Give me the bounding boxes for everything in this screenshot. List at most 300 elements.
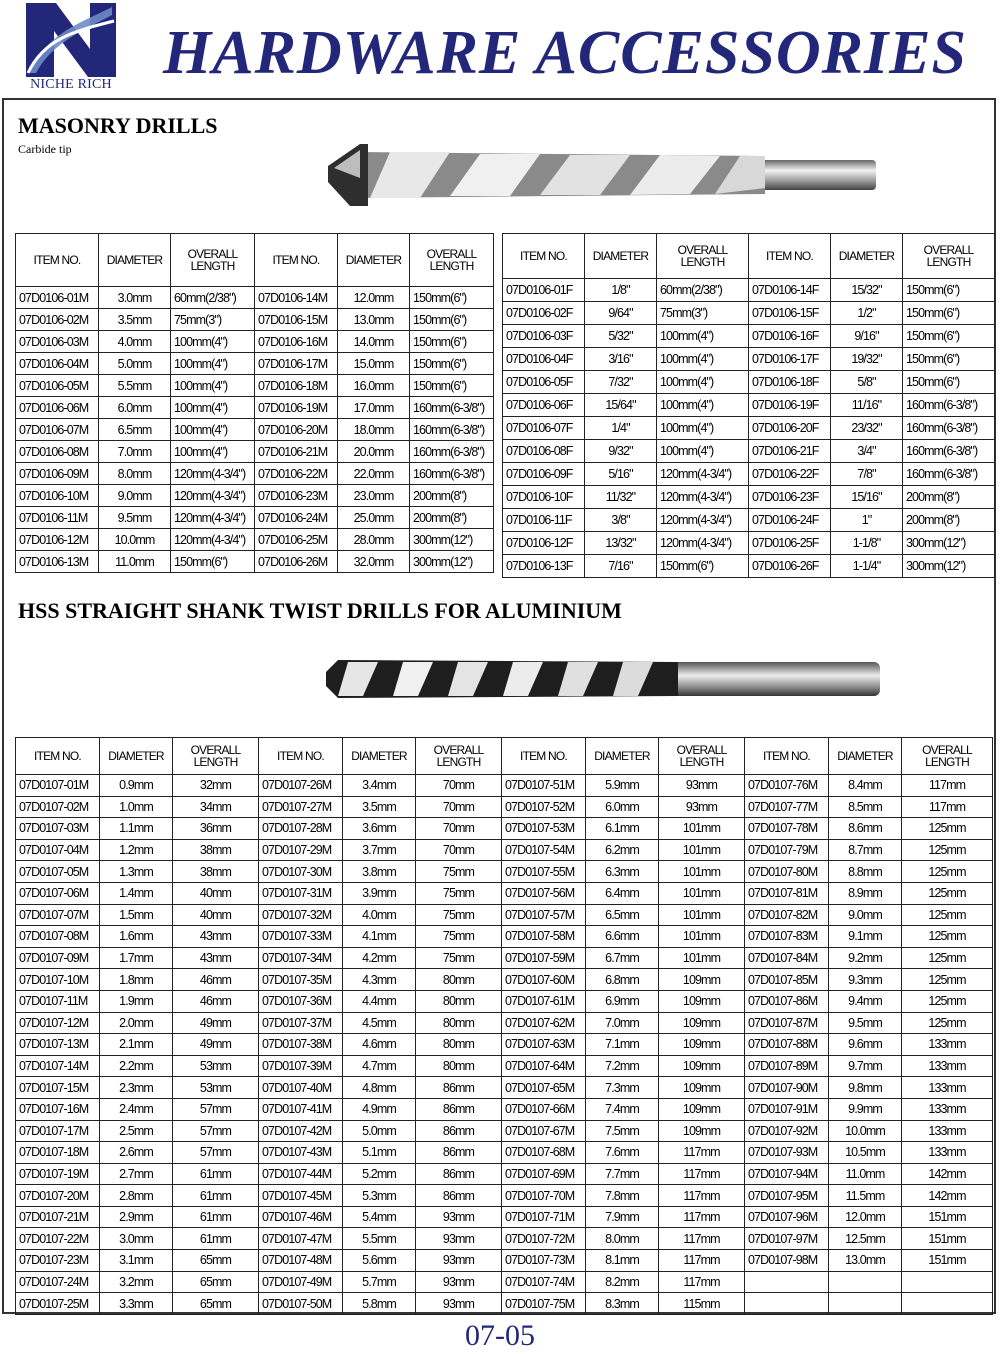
- table-cell: 86mm: [416, 1185, 502, 1207]
- table-cell: 07D0106-03F: [503, 325, 585, 348]
- table-cell: 86mm: [416, 1098, 502, 1120]
- table-cell: 12.0mm: [338, 287, 410, 309]
- table-row: [16, 969, 993, 991]
- table-cell: 07D0107-79M: [745, 839, 829, 861]
- table-cell: 07D0106-13F: [503, 555, 585, 578]
- table-cell: 07D0107-24M: [16, 1271, 100, 1293]
- table-cell: 101mm: [659, 926, 745, 948]
- table-cell: 07D0107-06M: [16, 882, 100, 904]
- table-cell: 07D0107-04M: [16, 839, 100, 861]
- table-row: [16, 882, 993, 904]
- table-cell: 07D0106-07F: [503, 417, 585, 440]
- logo-text: NICHE RICH: [30, 77, 112, 92]
- table-row: [16, 1098, 993, 1120]
- table-cell: 2.2mm: [100, 1055, 173, 1077]
- table-cell: 125mm: [902, 839, 993, 861]
- table-cell: 11/32": [585, 486, 657, 509]
- table-cell: 07D0106-24M: [255, 507, 338, 529]
- table-cell: 7/32": [585, 371, 657, 394]
- table-cell: 117mm: [659, 1142, 745, 1164]
- table-cell: 07D0107-84M: [745, 947, 829, 969]
- table-cell: 1.2mm: [100, 839, 173, 861]
- table-row: [16, 947, 993, 969]
- table-cell: 101mm: [659, 947, 745, 969]
- table-cell: 200mm(8"): [410, 485, 494, 507]
- table-cell: 5.5mm: [99, 375, 171, 397]
- table-cell: 07D0107-18M: [16, 1142, 100, 1164]
- table-cell: 6.6mm: [586, 926, 659, 948]
- table-cell: 15/64": [585, 394, 657, 417]
- table-cell: 07D0107-55M: [502, 861, 586, 883]
- table-cell: 120mm(4-3/4"): [171, 507, 255, 529]
- table-cell: 8.5mm: [829, 796, 902, 818]
- table-cell: 07D0106-21F: [749, 440, 831, 463]
- table-cell: 300mm(12"): [903, 532, 995, 555]
- table-row: [16, 796, 993, 818]
- table-cell: 07D0106-19M: [255, 397, 338, 419]
- table-cell: 17.0mm: [338, 397, 410, 419]
- table-cell: 150mm(6"): [410, 375, 494, 397]
- table-row: [16, 419, 494, 441]
- table-cell: 46mm: [173, 969, 259, 991]
- table-cell: 9.4mm: [829, 990, 902, 1012]
- table-cell: 133mm: [902, 1142, 993, 1164]
- table-cell: 75mm: [416, 904, 502, 926]
- table-cell: 1.9mm: [100, 990, 173, 1012]
- table-cell: 5.5mm: [343, 1228, 416, 1250]
- table-cell: 120mm(4-3/4"): [171, 529, 255, 551]
- masonry-metric-table: [15, 233, 494, 573]
- table-cell: 8.6mm: [829, 818, 902, 840]
- table-cell: 9.8mm: [829, 1077, 902, 1099]
- table-cell: 07D0107-85M: [745, 969, 829, 991]
- table-cell: 9.3mm: [829, 969, 902, 991]
- table-cell: 07D0107-10M: [16, 969, 100, 991]
- column-header: DIAMETER: [100, 738, 173, 775]
- masonry-drill-bit-icon: [320, 138, 880, 208]
- column-header: ITEM NO.: [749, 234, 831, 279]
- table-cell: 6.2mm: [586, 839, 659, 861]
- table-cell: 4.9mm: [343, 1098, 416, 1120]
- table-cell: 1/2": [831, 302, 903, 325]
- table-cell: 07D0106-26F: [749, 555, 831, 578]
- column-header: OVERALL LENGTH: [902, 738, 993, 775]
- table-cell: 07D0107-28M: [259, 818, 343, 840]
- table-cell: 13/32": [585, 532, 657, 555]
- table-cell: 70mm: [416, 796, 502, 818]
- table-cell: 07D0106-02F: [503, 302, 585, 325]
- table-cell: 151mm: [902, 1206, 993, 1228]
- table-cell: 125mm: [902, 904, 993, 926]
- table-cell: 9.9mm: [829, 1098, 902, 1120]
- table-cell: 1/8": [585, 279, 657, 302]
- table-cell: 07D0107-21M: [16, 1206, 100, 1228]
- table-cell: 160mm(6-3/8"): [903, 463, 995, 486]
- column-header: DIAMETER: [831, 234, 903, 279]
- table-row: [16, 1034, 993, 1056]
- table-cell: 75mm(3"): [171, 309, 255, 331]
- table-cell: [902, 1271, 993, 1293]
- table-cell: 200mm(8"): [903, 509, 995, 532]
- table-cell: 07D0107-02M: [16, 796, 100, 818]
- table-cell: 3.4mm: [343, 775, 416, 797]
- table-cell: 07D0107-08M: [16, 926, 100, 948]
- table-cell: 20.0mm: [338, 441, 410, 463]
- table-cell: 07D0107-66M: [502, 1098, 586, 1120]
- table-cell: 9/16": [831, 325, 903, 348]
- table-cell: 07D0107-13M: [16, 1034, 100, 1056]
- table-cell: 07D0106-17F: [749, 348, 831, 371]
- table-cell: 75mm: [416, 861, 502, 883]
- column-header: ITEM NO.: [745, 738, 829, 775]
- table-cell: 07D0107-56M: [502, 882, 586, 904]
- table-cell: 117mm: [659, 1163, 745, 1185]
- table-cell: 07D0107-62M: [502, 1012, 586, 1034]
- table-cell: 07D0107-01M: [16, 775, 100, 797]
- table-row: [16, 485, 494, 507]
- column-header: OVERALL LENGTH: [659, 738, 745, 775]
- table-cell: 07D0107-64M: [502, 1055, 586, 1077]
- table-cell: 100mm(4"): [657, 417, 749, 440]
- table-cell: 5.1mm: [343, 1142, 416, 1164]
- column-header: ITEM NO.: [16, 234, 99, 287]
- table-cell: 125mm: [902, 1012, 993, 1034]
- table-cell: 43mm: [173, 947, 259, 969]
- table-cell: 07D0107-39M: [259, 1055, 343, 1077]
- table-row: [16, 1077, 993, 1099]
- table-row: [16, 1142, 993, 1164]
- table-cell: 6.9mm: [586, 990, 659, 1012]
- table-cell: 15/16": [831, 486, 903, 509]
- table-row: [16, 331, 494, 353]
- table-cell: 32mm: [173, 775, 259, 797]
- table-cell: 1.5mm: [100, 904, 173, 926]
- table-cell: 07D0107-26M: [259, 775, 343, 797]
- table-row: [16, 397, 494, 419]
- table-cell: 11.0mm: [99, 551, 171, 573]
- table-header-row: [503, 234, 995, 279]
- table-cell: 07D0107-93M: [745, 1142, 829, 1164]
- column-header: OVERALL LENGTH: [410, 234, 494, 287]
- table-cell: 61mm: [173, 1206, 259, 1228]
- column-header: OVERALL LENGTH: [657, 234, 749, 279]
- table-cell: 07D0107-45M: [259, 1185, 343, 1207]
- table-cell: 2.5mm: [100, 1120, 173, 1142]
- table-row: [16, 775, 993, 797]
- table-cell: 5/32": [585, 325, 657, 348]
- table-cell: 07D0106-23F: [749, 486, 831, 509]
- table-cell: 60mm(2/38"): [171, 287, 255, 309]
- table-row: [503, 555, 995, 578]
- table-cell: 07D0107-95M: [745, 1185, 829, 1207]
- table-cell: 80mm: [416, 1012, 502, 1034]
- table-cell: 07D0106-16M: [255, 331, 338, 353]
- table-cell: 5/16": [585, 463, 657, 486]
- table-cell: 07D0106-06F: [503, 394, 585, 417]
- table-cell: [902, 1293, 993, 1315]
- table-cell: 150mm(6"): [410, 353, 494, 375]
- table-cell: 100mm(4"): [171, 375, 255, 397]
- table-cell: 80mm: [416, 1034, 502, 1056]
- page-number: 07-05: [465, 1319, 535, 1352]
- table-cell: 07D0106-09M: [16, 463, 99, 485]
- table-cell: 300mm(12"): [410, 529, 494, 551]
- table-cell: 80mm: [416, 1055, 502, 1077]
- table-cell: 93mm: [416, 1250, 502, 1272]
- table-cell: 07D0107-80M: [745, 861, 829, 883]
- table-cell: 125mm: [902, 861, 993, 883]
- table-cell: 117mm: [659, 1250, 745, 1272]
- table-cell: 9.5mm: [829, 1012, 902, 1034]
- table-cell: 6.1mm: [586, 818, 659, 840]
- table-row: [16, 287, 494, 309]
- table-cell: 101mm: [659, 861, 745, 883]
- table-cell: 109mm: [659, 1098, 745, 1120]
- table-cell: 07D0106-05M: [16, 375, 99, 397]
- table-cell: 3.3mm: [100, 1293, 173, 1315]
- table-cell: 109mm: [659, 1120, 745, 1142]
- table-cell: 46mm: [173, 990, 259, 1012]
- table-cell: 120mm(4-3/4"): [657, 532, 749, 555]
- table-cell: 5.8mm: [343, 1293, 416, 1315]
- table-cell: 07D0106-14F: [749, 279, 831, 302]
- table-cell: 100mm(4"): [657, 325, 749, 348]
- table-cell: 19/32": [831, 348, 903, 371]
- table-cell: 117mm: [902, 775, 993, 797]
- table-cell: 07D0106-12M: [16, 529, 99, 551]
- table-cell: 11.5mm: [829, 1185, 902, 1207]
- table-cell: 150mm(6"): [410, 331, 494, 353]
- column-header: DIAMETER: [99, 234, 171, 287]
- table-cell: 07D0107-76M: [745, 775, 829, 797]
- table-cell: 07D0106-14M: [255, 287, 338, 309]
- table-cell: 07D0107-49M: [259, 1271, 343, 1293]
- table-cell: 120mm(4-3/4"): [657, 509, 749, 532]
- table-cell: 07D0107-53M: [502, 818, 586, 840]
- table-cell: 133mm: [902, 1120, 993, 1142]
- table-cell: 07D0107-97M: [745, 1228, 829, 1250]
- table-cell: 07D0106-07M: [16, 419, 99, 441]
- table-cell: 07D0106-11F: [503, 509, 585, 532]
- table-cell: 6.7mm: [586, 947, 659, 969]
- table-cell: 07D0106-18M: [255, 375, 338, 397]
- table-cell: 07D0107-77M: [745, 796, 829, 818]
- table-cell: 07D0107-03M: [16, 818, 100, 840]
- table-cell: 07D0106-25M: [255, 529, 338, 551]
- table-cell: 8.0mm: [99, 463, 171, 485]
- table-cell: 07D0107-87M: [745, 1012, 829, 1034]
- table-cell: 100mm(4"): [171, 397, 255, 419]
- table-cell: 101mm: [659, 904, 745, 926]
- table-cell: 93mm: [416, 1206, 502, 1228]
- table-cell: [829, 1271, 902, 1293]
- twist-drill-bit-icon: [318, 648, 883, 710]
- table-cell: 3.5mm: [99, 309, 171, 331]
- table-cell: 160mm(6-3/8"): [410, 441, 494, 463]
- table-cell: 117mm: [659, 1185, 745, 1207]
- table-cell: 07D0107-46M: [259, 1206, 343, 1228]
- table-row: [16, 1012, 993, 1034]
- table-cell: 07D0107-40M: [259, 1077, 343, 1099]
- table-cell: 07D0107-22M: [16, 1228, 100, 1250]
- table-cell: 117mm: [902, 796, 993, 818]
- table-cell: 07D0107-57M: [502, 904, 586, 926]
- table-cell: 133mm: [902, 1055, 993, 1077]
- table-cell: 5/8": [831, 371, 903, 394]
- column-header: ITEM NO.: [16, 738, 100, 775]
- table-cell: 150mm(6"): [171, 551, 255, 573]
- table-cell: 07D0107-34M: [259, 947, 343, 969]
- table-cell: 07D0106-05F: [503, 371, 585, 394]
- hss-section-title: HSS STRAIGHT SHANK TWIST DRILLS FOR ALUMINIUM: [18, 598, 622, 623]
- table-row: [16, 1206, 993, 1228]
- table-cell: 07D0106-24F: [749, 509, 831, 532]
- table-cell: 8.7mm: [829, 839, 902, 861]
- table-header-row: [16, 234, 494, 287]
- table-cell: 100mm(4"): [171, 353, 255, 375]
- table-cell: 57mm: [173, 1098, 259, 1120]
- table-cell: 3/4": [831, 440, 903, 463]
- table-cell: 133mm: [902, 1034, 993, 1056]
- table-cell: 6.0mm: [586, 796, 659, 818]
- table-cell: 93mm: [659, 775, 745, 797]
- table-cell: 07D0107-96M: [745, 1206, 829, 1228]
- table-cell: 61mm: [173, 1185, 259, 1207]
- table-cell: 3.0mm: [99, 287, 171, 309]
- table-cell: 93mm: [659, 796, 745, 818]
- table-cell: 5.9mm: [586, 775, 659, 797]
- table-cell: 07D0107-51M: [502, 775, 586, 797]
- table-cell: 7.0mm: [586, 1012, 659, 1034]
- table-cell: 07D0107-86M: [745, 990, 829, 1012]
- table-cell: 07D0106-12F: [503, 532, 585, 555]
- table-cell: 13.0mm: [338, 309, 410, 331]
- table-row: [503, 302, 995, 325]
- table-cell: 07D0107-32M: [259, 904, 343, 926]
- table-cell: 07D0107-48M: [259, 1250, 343, 1272]
- table-cell: 93mm: [416, 1271, 502, 1293]
- table-cell: 2.3mm: [100, 1077, 173, 1099]
- column-header: ITEM NO.: [503, 234, 585, 279]
- table-cell: 07D0107-65M: [502, 1077, 586, 1099]
- table-cell: 86mm: [416, 1142, 502, 1164]
- table-cell: 125mm: [902, 882, 993, 904]
- table-cell: 7.9mm: [586, 1206, 659, 1228]
- table-cell: 07D0107-16M: [16, 1098, 100, 1120]
- table-cell: 7.4mm: [586, 1098, 659, 1120]
- table-row: [16, 839, 993, 861]
- table-cell: 07D0107-52M: [502, 796, 586, 818]
- column-header: OVERALL LENGTH: [903, 234, 995, 279]
- table-cell: 1.7mm: [100, 947, 173, 969]
- table-cell: 2.1mm: [100, 1034, 173, 1056]
- table-cell: 8.2mm: [586, 1271, 659, 1293]
- table-cell: 120mm(4-3/4"): [657, 463, 749, 486]
- table-cell: 07D0106-02M: [16, 309, 99, 331]
- table-cell: 300mm(12"): [410, 551, 494, 573]
- table-cell: 117mm: [659, 1271, 745, 1293]
- table-row: [503, 394, 995, 417]
- table-cell: 07D0107-83M: [745, 926, 829, 948]
- table-cell: 07D0107-78M: [745, 818, 829, 840]
- table-cell: 7.8mm: [586, 1185, 659, 1207]
- table-cell: 3.7mm: [343, 839, 416, 861]
- table-cell: 9.6mm: [829, 1034, 902, 1056]
- table-cell: 65mm: [173, 1293, 259, 1315]
- table-cell: 100mm(4"): [171, 441, 255, 463]
- table-cell: 4.3mm: [343, 969, 416, 991]
- table-cell: 3/16": [585, 348, 657, 371]
- table-cell: 2.4mm: [100, 1098, 173, 1120]
- table-cell: 07D0107-81M: [745, 882, 829, 904]
- table-cell: 07D0107-69M: [502, 1163, 586, 1185]
- table-cell: 5.3mm: [343, 1185, 416, 1207]
- table-cell: 07D0107-07M: [16, 904, 100, 926]
- table-cell: 9.0mm: [99, 485, 171, 507]
- table-cell: 07D0107-70M: [502, 1185, 586, 1207]
- table-cell: 07D0106-10M: [16, 485, 99, 507]
- table-row: [16, 463, 494, 485]
- table-cell: 160mm(6-3/8"): [410, 419, 494, 441]
- table-cell: 18.0mm: [338, 419, 410, 441]
- table-cell: 07D0106-04F: [503, 348, 585, 371]
- table-cell: 86mm: [416, 1163, 502, 1185]
- table-cell: 7.5mm: [586, 1120, 659, 1142]
- table-row: [503, 509, 995, 532]
- table-cell: 07D0106-19F: [749, 394, 831, 417]
- table-cell: 07D0107-59M: [502, 947, 586, 969]
- table-cell: 7.2mm: [586, 1055, 659, 1077]
- table-cell: 07D0106-20F: [749, 417, 831, 440]
- table-cell: 07D0106-08M: [16, 441, 99, 463]
- table-cell: 8.9mm: [829, 882, 902, 904]
- table-cell: 9.2mm: [829, 947, 902, 969]
- table-cell: 07D0106-23M: [255, 485, 338, 507]
- table-cell: 07D0107-20M: [16, 1185, 100, 1207]
- table-cell: 7.6mm: [586, 1142, 659, 1164]
- table-cell: 4.0mm: [99, 331, 171, 353]
- table-cell: 160mm(6-3/8"): [903, 394, 995, 417]
- table-cell: 150mm(6"): [903, 302, 995, 325]
- table-cell: 07D0106-22F: [749, 463, 831, 486]
- table-cell: 07D0106-20M: [255, 419, 338, 441]
- table-cell: 75mm: [416, 882, 502, 904]
- table-cell: 75mm(3"): [657, 302, 749, 325]
- table-cell: 151mm: [902, 1228, 993, 1250]
- table-cell: 75mm: [416, 947, 502, 969]
- table-cell: 32.0mm: [338, 551, 410, 573]
- table-cell: 75mm: [416, 926, 502, 948]
- table-cell: 2.9mm: [100, 1206, 173, 1228]
- table-cell: 07D0107-33M: [259, 926, 343, 948]
- table-cell: 4.2mm: [343, 947, 416, 969]
- table-cell: 300mm(12"): [903, 555, 995, 578]
- table-cell: 3.8mm: [343, 861, 416, 883]
- table-cell: 142mm: [902, 1185, 993, 1207]
- table-cell: 16.0mm: [338, 375, 410, 397]
- table-cell: 100mm(4"): [657, 394, 749, 417]
- table-row: [16, 309, 494, 331]
- hss-table: [15, 737, 993, 1315]
- table-cell: 07D0107-74M: [502, 1271, 586, 1293]
- table-cell: 07D0107-43M: [259, 1142, 343, 1164]
- masonry-section-title: MASONRY DRILLS: [18, 113, 218, 138]
- table-row: [16, 904, 993, 926]
- table-cell: 86mm: [416, 1120, 502, 1142]
- table-cell: 8.0mm: [586, 1228, 659, 1250]
- table-row: [16, 375, 494, 397]
- table-cell: 150mm(6"): [410, 309, 494, 331]
